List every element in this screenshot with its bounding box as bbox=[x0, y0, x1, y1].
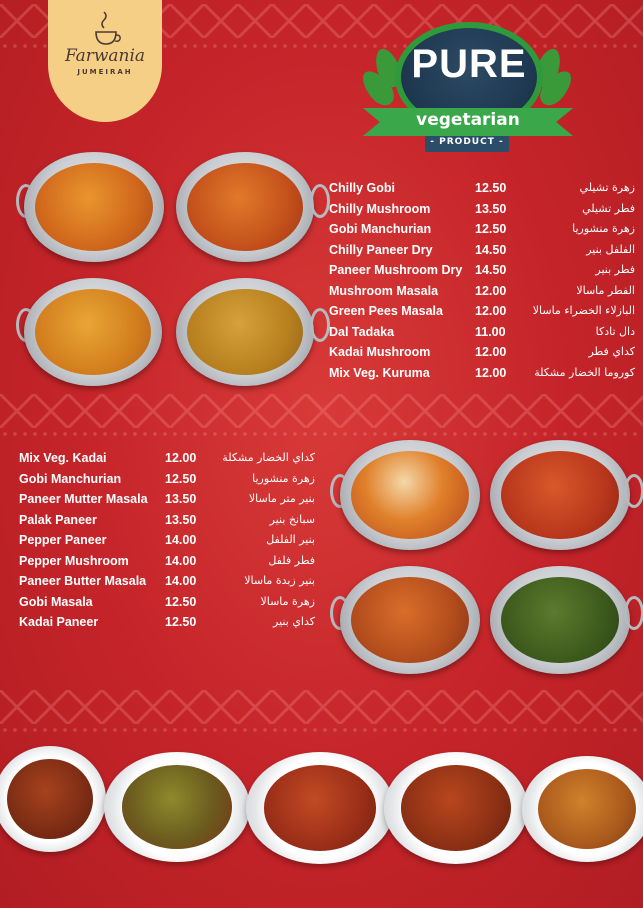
menu-item-name: Paneer Butter Masala bbox=[19, 574, 147, 588]
menu-item bbox=[329, 345, 635, 366]
menu-item-name: Chilly Paneer Dry bbox=[329, 242, 433, 257]
menu-item bbox=[19, 595, 319, 616]
menu-item-name: Green Pees Masala bbox=[329, 304, 443, 318]
cup-icon bbox=[92, 10, 122, 48]
menu-item-name: Dal Tadaka bbox=[329, 324, 395, 339]
dish-bowl bbox=[490, 566, 630, 674]
dish-photo bbox=[351, 451, 469, 539]
brand-name: Farwania bbox=[64, 46, 146, 66]
menu-item-name: Gobi Manchurian bbox=[329, 222, 432, 236]
menu-item-arabic-name: الفلفل بنير bbox=[586, 242, 635, 256]
menu-item-price: 12.00 bbox=[475, 304, 507, 318]
menu-item-price: 12.50 bbox=[475, 181, 507, 195]
badge-tag: - PRODUCT - bbox=[430, 137, 504, 147]
dish-bowl bbox=[340, 440, 480, 550]
menu-item-arabic-name: فطر بنير bbox=[595, 263, 635, 276]
menu-item bbox=[329, 263, 635, 284]
dish-bowl bbox=[340, 566, 480, 674]
dish-photo bbox=[187, 163, 303, 251]
pure-vegetarian-badge bbox=[355, 18, 580, 158]
menu-item bbox=[19, 574, 319, 595]
menu-item-arabic-name: زهرة تشيلي bbox=[579, 181, 635, 194]
dish-photo bbox=[35, 289, 151, 375]
menu-item-arabic-name: بنير متر ماسالا bbox=[248, 492, 315, 505]
menu-item-name: Gobi Masala bbox=[19, 594, 93, 609]
menu-item bbox=[329, 366, 635, 387]
dish-bowl bbox=[24, 152, 164, 262]
menu-item-price: 14.50 bbox=[475, 242, 507, 257]
menu-rows bbox=[329, 181, 635, 386]
menu-item-price: 12.50 bbox=[165, 615, 197, 629]
menu-item-arabic-name: كداي فطر bbox=[588, 345, 635, 358]
menu-item-price: 12.50 bbox=[165, 594, 197, 609]
menu-item-price: 13.50 bbox=[165, 492, 197, 506]
dish-plate bbox=[104, 752, 250, 862]
dish-photo bbox=[7, 759, 92, 840]
dish-bowl bbox=[176, 278, 314, 386]
dish-bowl bbox=[176, 152, 314, 262]
menu-item-arabic-name: بنير زبدة ماسالا bbox=[244, 574, 315, 587]
menu-item-name: Chilly Gobi bbox=[329, 181, 395, 195]
menu-item-arabic-name: فطر فلفل bbox=[268, 553, 315, 567]
menu-item-price: 14.00 bbox=[165, 533, 197, 547]
menu-item bbox=[329, 222, 635, 243]
pattern-band-low bbox=[0, 690, 643, 724]
menu-item-name: Mushroom Masala bbox=[329, 283, 439, 298]
pattern-band-mid bbox=[0, 394, 643, 428]
menu-item bbox=[329, 243, 635, 264]
menu-item-price: 14.00 bbox=[165, 553, 197, 568]
badge-title: PURE bbox=[411, 42, 527, 86]
bowl-handle bbox=[624, 474, 643, 508]
dish-photo bbox=[501, 451, 619, 539]
menu-item bbox=[329, 325, 635, 346]
menu-item-arabic-name: سبانخ بنير bbox=[269, 512, 315, 526]
menu-item-arabic-name: زهرة منشوريا bbox=[252, 471, 315, 485]
dish-plate bbox=[246, 752, 394, 864]
menu-item-arabic-name: دال تادكا bbox=[595, 324, 635, 338]
bowl-handle bbox=[310, 184, 330, 218]
menu-item-price: 13.50 bbox=[165, 512, 197, 527]
dish-plate bbox=[384, 752, 528, 864]
badge-ribbon-text: vegetarian bbox=[416, 110, 520, 130]
menu-item-arabic-name: بنير الفلفل bbox=[266, 533, 315, 546]
menu-item-arabic-name: البازلاء الخضراء ماسالا bbox=[532, 304, 635, 317]
menu-item-arabic-name: كداي الخضار مشكلة bbox=[222, 451, 315, 464]
menu-item-price: 14.50 bbox=[475, 263, 507, 277]
menu-item-price: 12.00 bbox=[165, 451, 197, 465]
menu-item-price: 12.00 bbox=[475, 345, 507, 359]
menu-item-name: Pepper Mushroom bbox=[19, 553, 129, 568]
brand-logo bbox=[48, 0, 162, 122]
bowl-handle bbox=[624, 596, 643, 630]
menu-item-arabic-name: الفطر ماسالا bbox=[576, 283, 635, 297]
menu-item-price: 12.50 bbox=[475, 222, 507, 236]
menu-item-name: Kadai Mushroom bbox=[329, 345, 431, 359]
brand-subtitle: JUMEIRAH bbox=[77, 68, 133, 76]
menu-item bbox=[19, 513, 319, 534]
menu-item-name: Mix Veg. Kuruma bbox=[329, 365, 430, 380]
menu-item-name: Mix Veg. Kadai bbox=[19, 451, 107, 465]
menu-item-arabic-name: كداي بنير bbox=[273, 615, 315, 628]
dish-plate bbox=[0, 746, 106, 852]
menu-item bbox=[19, 615, 319, 636]
dish-photo bbox=[401, 765, 510, 850]
dish-photo bbox=[35, 163, 153, 251]
menu-item-arabic-name: زهرة منشوريا bbox=[572, 222, 635, 235]
menu-item bbox=[19, 472, 319, 493]
dish-photo bbox=[538, 769, 637, 850]
menu-item-name: Chilly Mushroom bbox=[329, 201, 431, 216]
menu-item-arabic-name: فطر تشيلي bbox=[582, 201, 635, 215]
dish-plate bbox=[522, 756, 643, 862]
menu-item-name: Paneer Mutter Masala bbox=[19, 492, 148, 506]
dish-photo bbox=[187, 289, 303, 375]
menu-item-name: Palak Paneer bbox=[19, 512, 97, 527]
menu-item-name: Paneer Mushroom Dry bbox=[329, 263, 463, 277]
menu-item bbox=[329, 181, 635, 202]
menu-item-name: Pepper Paneer bbox=[19, 533, 107, 547]
bowl-handle bbox=[310, 308, 330, 342]
menu-item-price: 12.00 bbox=[475, 283, 507, 298]
dish-photo bbox=[122, 765, 233, 849]
dish-bowl bbox=[24, 278, 162, 386]
menu-item-price: 11.00 bbox=[475, 324, 506, 339]
menu-item-name: Kadai Paneer bbox=[19, 615, 99, 629]
menu-list-bottom bbox=[19, 451, 319, 636]
menu-item bbox=[329, 202, 635, 223]
menu-item-price: 13.50 bbox=[475, 201, 507, 216]
menu-item bbox=[19, 533, 319, 554]
menu-item-price: 12.50 bbox=[165, 471, 197, 486]
menu-item-name: Gobi Manchurian bbox=[19, 471, 122, 486]
menu-item bbox=[19, 492, 319, 513]
menu-item bbox=[329, 304, 635, 325]
dish-bowl bbox=[490, 440, 630, 550]
menu-item-arabic-name: زهرة ماسالا bbox=[260, 594, 315, 608]
menu-item bbox=[329, 284, 635, 305]
menu-item-arabic-name: كوروما الخضار مشكلة bbox=[534, 365, 635, 379]
pattern-dots bbox=[0, 428, 643, 440]
dish-photo bbox=[264, 765, 376, 850]
menu-item-price: 12.00 bbox=[475, 365, 507, 380]
menu-item bbox=[19, 554, 319, 575]
dish-photo bbox=[501, 577, 619, 663]
menu-list-top bbox=[329, 181, 635, 386]
pattern-dots bbox=[0, 724, 643, 736]
menu-item bbox=[19, 451, 319, 472]
dish-photo bbox=[351, 577, 469, 663]
menu-rows bbox=[19, 451, 319, 636]
menu-item-price: 14.00 bbox=[165, 574, 197, 588]
